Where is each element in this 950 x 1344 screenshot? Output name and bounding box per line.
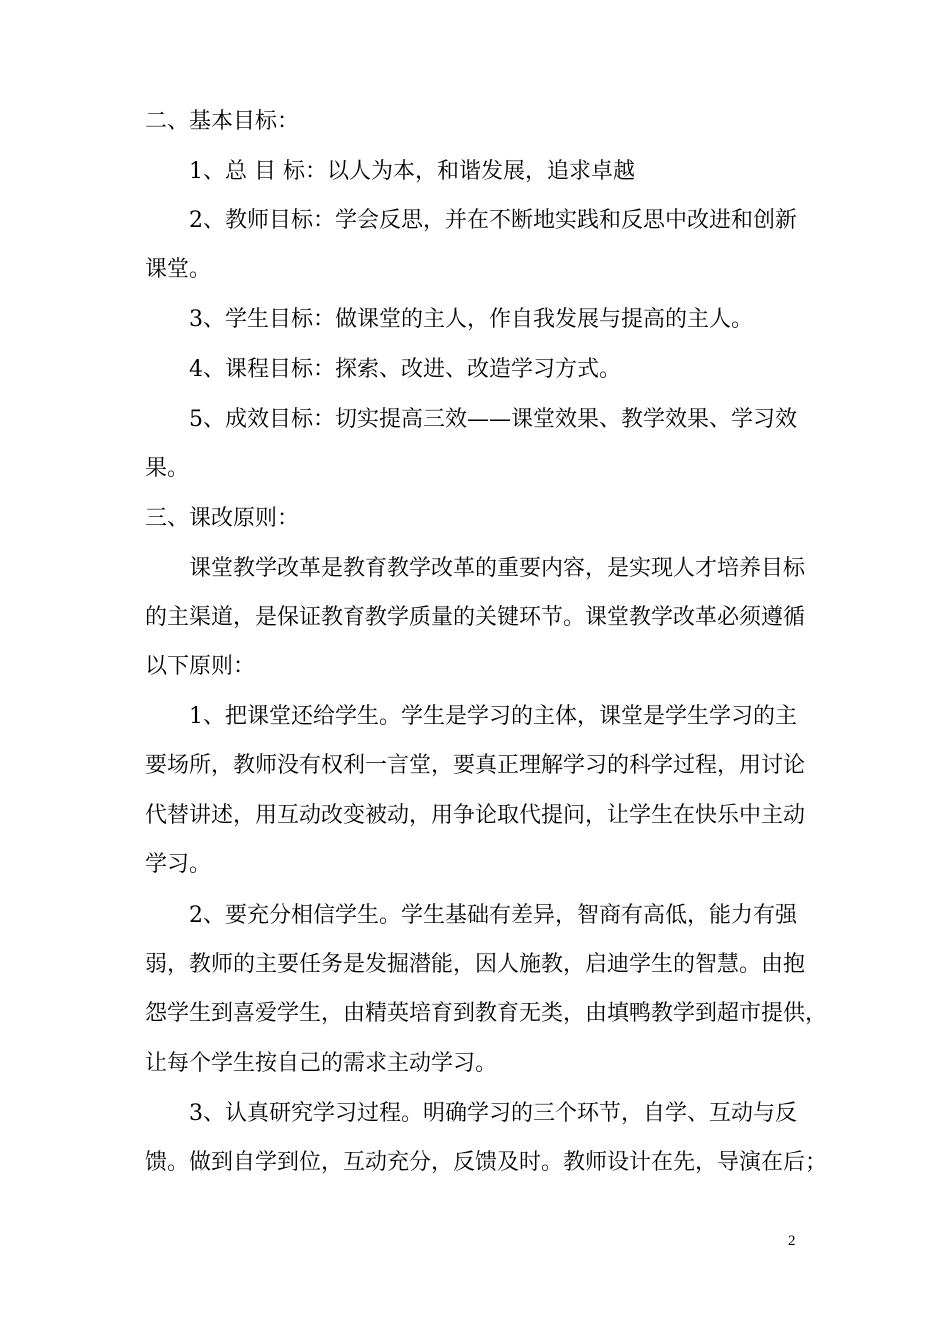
text-line: 代替讲述，用互动改变被动，用争论取代提问，让学生在快乐中主动 xyxy=(145,803,806,828)
text-line: 怨学生到喜爱学生，由精英培育到教育无类，由填鸭教学到超市提供， xyxy=(145,1001,828,1026)
text-line: 2、要充分相信学生。学生基础有差异，智商有高低，能力有强 xyxy=(189,903,797,928)
page-number: 2 xyxy=(788,1233,796,1249)
text-line: 以下原则： xyxy=(145,654,256,679)
text-line: 课堂。 xyxy=(145,257,212,282)
text-line: 让每个学生按自己的需求主动学习。 xyxy=(145,1051,498,1076)
text-line: 馈。做到自学到位，互动充分，反馈及时。教师设计在先，导演在后； xyxy=(145,1150,828,1175)
text-line: 的主渠道，是保证教育教学质量的关键环节。课堂教学改革必须遵循 xyxy=(145,605,806,630)
text-line: 课堂教学改革是教育教学改革的重要内容，是实现人才培养目标 xyxy=(189,556,806,581)
text-line: 学习。 xyxy=(145,852,212,877)
text-line: 1、把课堂还给学生。学生是学习的主体，课堂是学生学习的主 xyxy=(189,704,797,729)
text-line: 果。 xyxy=(145,456,190,481)
text-line: 2、教师目标：学会反思，并在不断地实践和反思中改进和创新 xyxy=(189,208,797,233)
text-line: 要场所，教师没有权利一言堂，要真正理解学习的科学过程，用讨论 xyxy=(145,753,806,778)
text-line: 4、课程目标：探索、改进、改造学习方式。 xyxy=(189,357,621,382)
text-line: 弱，教师的主要任务是发掘潜能，因人施教，启迪学生的智慧。由抱 xyxy=(145,952,806,977)
text-line: 5、成效目标：切实提高三效——课堂效果、教学效果、学习效 xyxy=(189,407,797,432)
text-line: 3、认真研究学习过程。明确学习的三个环节，自学、互动与反 xyxy=(189,1101,797,1126)
section-heading-basic-goals: 二、基本目标： xyxy=(145,109,300,134)
section-heading-reform-principles: 三、课改原则： xyxy=(145,506,300,531)
text-line: 1、总 目 标：以人为本，和谐发展，追求卓越 xyxy=(189,159,635,184)
text-line: 3、学生目标：做课堂的主人，作自我发展与提高的主人。 xyxy=(189,307,753,332)
